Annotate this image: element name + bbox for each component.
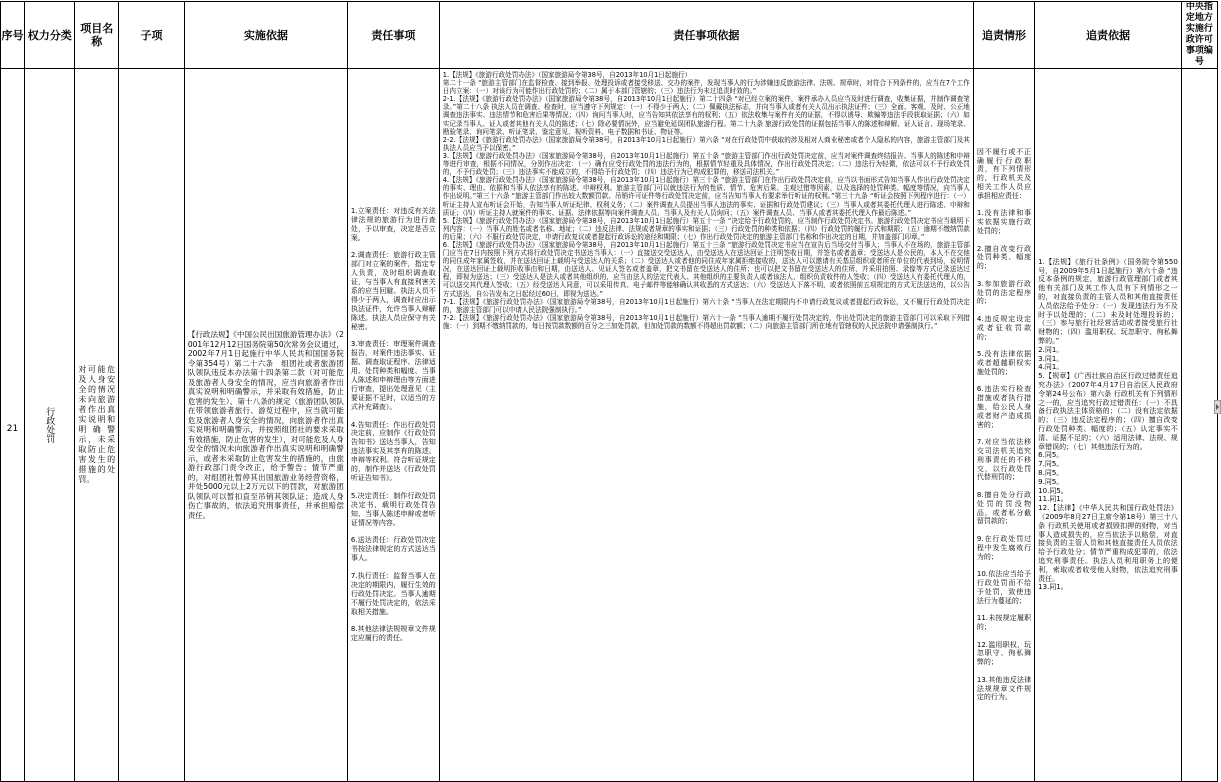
header-code: 中央指定地方实施行政许可事项编号 xyxy=(1181,2,1217,69)
duty-value: 1.立案责任：对违反有关法律法规的旅游行为进行查处，予以审查，决定是否立案。 2.调查责任：旅游行政主管部门对立案的案件，指定专人负责，及时组织调查取证，与当事人有直接利害关系的应当回避。执法人员不得少于两人，调查时应出示执法证件，允许当事人辩解陈述。执法人员应保守有关秘密。 3.审查责任：审理案件调查报告，对案件违法事实、证据、调查取证程序、法律适用、处罚种类和幅度、当事人陈述和申辩理由等方面进行审查，提出处理意见（主要证据不足时，以适当的方式补充调查）。 4.告知责任：作出行政处罚决定前，应制作《行政处罚告知书》送达当事人，告知违法事实及其享有的陈述、申辩等权利。符合听证规定的，制作并送达《行政处罚听证告知书》。 5.决定责任：制作行政处罚决定书，载明行政处罚告知、当事人陈述申辩或者听证情况等内容。 6.送达责任：行政处罚决定书按法律规定的方式送达当事人。 7.执行责任：监督当事人在决定的期限内，履行生效的行政处罚决定。当事人逾期不履行处罚决定的，依法采取相关措施。 8.其他法律法规规章文件规定应履行的责任。 xyxy=(350,206,436,643)
header-seq: 序号 xyxy=(1,2,25,69)
cell-item-name xyxy=(75,69,119,782)
accountability-value: 因不履行或不正确履行行政职责，有下列情形的，行政机关及相关工作人员应承担相应责任： 1.没有法律和事实依据实施行政处罚的； 2.擅自改变行政处罚种类、幅度的； 3.参加旅游行政处罚的法定程序的； 4.违反规定设定或者征收罚款的； 5.没有法律依据或者超越职权实施处罚的； 6.违法实行检查措施或者执行措施，给公民人身或者财产造成损害的； 7.对应当依法移交司法机关追究刑事责任的不移交，以行政处罚代替刑罚的； 8.擅自处分行政处罚的罚没物品，或者私分截留罚款的； 9.在行政处罚过程中发生腐败行为的； 10.依法应当给予行政处罚而不给予处罚，致使违法行为蔓延的； 11.未按规定履职的； 12.滥用职权、玩忽职守、徇私舞弊的； 13.其他违反法律法规规章文件规定的行为。 xyxy=(976,147,1032,702)
basis-value: 【行政法规】《中国公民出国旅游管理办法》（2001年12月12日国务院第50次常务会议通过，2002年7月1日起施行中华人民共和国国务院令第354号）第二十六条 组团社或者旅游团队领队违反本办法第十四条第二款（对可能危及旅游者人身安全的情况，应当向旅游者作出真实说明和明确警示，并采取有效措施，防止危害的发生）、第十八条的规定（旅游团队领队在带领旅游者旅行、游览过程中，应当就可能危及旅游者人身安全的情况，向旅游者作出真实说明和明确警示，并按照组团社的要求采取有效措施，防止危害的发生），对可能危及人身安全的情况未向旅游者作出真实说明和明确警示，或者未采取防止危害发生的措施的，由旅游行政部门责令改正，给予警告；情节严重的，对组团社暂停其出国旅游业务经营资格，并处5000元以上2万元以下的罚款，对旅游团队领队可以暂扣直至吊销其领队证；造成人身伤亡事故的，依法追究刑事责任，并承担赔偿责任。 xyxy=(187,330,344,520)
cell-power-type xyxy=(25,69,75,782)
scroll-handle-icon[interactable] xyxy=(1214,400,1221,414)
sub-item-value xyxy=(119,423,184,427)
cell-accountability xyxy=(973,69,1034,782)
power-list-table xyxy=(0,1,1218,782)
table-row xyxy=(1,69,1218,782)
cell-seq xyxy=(1,69,25,782)
duty-basis-value: 1.【法规】《旅游行政处罚办法》（国家旅游局令第38号，自2013年10月1日起施行） 第二十一条 “旅游主管部门在监督检查、接到举报、处理投诉或者接受移送、交办的案件，发现当事人的行为涉嫌违反旅游法律、法规、规章时，对符合下列条件的，应当在7个工作日内立案：（一）对该行为可能作出行政处罚的；（二）属于本部门管辖的；（三）违法行为未过追责时效的。” 2-1.【法规】《旅游行政处罚办法》（国家旅游局令第38号，自2013年10月1日起施行）第二十四条 “对已经立案的案件，案件承办人员应当及时进行调查，收集证据，并制作调查笔录。”第二十八条 执法人员在调查、检查时，应当遵守下列规定：（一）不得少于两人；（二）佩戴执法标志，并向当事人或者有关人员出示执法证件；（三）全面、客观、及时、公正地调查违法事实、违法情节和危害后果等情况；（四）询问当事人时，应当告知其依法享有的权利；（五）依法收集与案件有关的证据，不得以诱导、欺骗等违法手段获取证据；（六）如实记录当事人、证人或者其他有关人员的陈述；（七）除必要情况外，应当避免延误团队旅游行程。第二十九条 旅游行政处罚的证据包括当事人的陈述和辩解、证人证言、现场笔录、勘验笔录、询问笔录、听证笔录、鉴定意见、视听资料、电子数据和书证、物证等。 2-2.【法规】《旅游行政处罚办法》（国家旅游局令第38号，自2013年10月1日起施行）第六条 “对在行政处罚中获取的涉及相对人商业秘密或者个人隐私的内容，旅游主管部门及其执法人员应当予以保密。” 3.【法规】《旅游行政处罚办法》（国家旅游局令第38号，自2013年10月1日起施行）第五十条 “旅游主管部门作出行政处罚决定前，应当对案件调查终结报告、当事人的陈述和申辩等进行审查，根据不同情况，分别作出决定：（一）确有应受行政处罚的违法行为的，根据情节轻重及具体情况，作出行政处罚决定；（二）违法行为轻微，依法可以不予行政处罚的，不予行政处罚；（三）违法事实不能成立的，不得给予行政处罚；（四）违法行为已构成犯罪的，移送司法机关。” 4.【法规】《旅游行政处罚办法》（国家旅游局令第38号，自2013年10月1日起施行）第三十条 “旅游主管部门在作出行政处罚决定前，应当以书面形式告知当事人作出行政处罚决定的事实、理由、依据和当事人依法享有的陈述、申辩权利。旅游主管部门可以就违法行为的性质、情节、危害后果、主观过错等因素，以及选择的处罚种类、幅度等情况，向当事人作出说明。”第三十六条 “旅游主管部门作出较大数额罚款、吊销许可证件等行政处罚决定前，应当告知当事人有要求举行听证的权利。”第三十九条 “听证会按照下列程序进行：（一）听证主持人宣布听证会开始，告知当事人听证纪律、权利义务；（二）案件调查人员提出当事人违法的事实、证据和行政处罚建议；（三）当事人或者其委托代理人进行陈述、申辩和质证；（四）听证主持人就案件的事实、证据、法律依据等向案件调查人员、当事人及有关人员询问；（五）案件调查人员、当事人或者其委托代理人作最后陈述。” 5.【法规】《旅游行政处罚办法》（国家旅游局令第38号，自2013年10月1日起施行）第五十一条 “决定给予行政处罚的，应当制作行政处罚决定书。旅游行政处罚决定书应当载明下列内容：（一）当事人的姓名或者名称、地址；（二）违反法律、法规或者规章的事实和证据；（三）行政处罚的种类和依据；（四）行政处罚的履行方式和期限；（五）逾期不缴纳罚款的后果；（六）不服行政处罚决定，申请行政复议或者提起行政诉讼的途径和期限；（七）作出行政处罚决定的旅游主管部门名称和作出决定的日期，并加盖部门印章。” 6.【法规】《旅游行政处罚办法》（国家旅游局令第38号，自2013年10月1日起施行）第五十三条 “旅游行政处罚决定书应当在宣告后当场交付当事人；当事人不在场的，旅游主管部门应当在7日内按照下列方式将行政处罚决定书送达当事人：（一）直接送交受送达人，由受送达人在送达回证上注明签收日期，并签名或者盖章；受送达人是公民的，本人不在交他的同住成年家属签收，并在送达回证上载明与受送达人的关系；（二）受送达人或者他的同住成年家属拒绝接收的，送达人可以邀请有关基层组织或者所在单位的代表到场，说明情况，在送达回证上载明拒收事由和日期，由送达人、见证人签名或者盖章，把文书留在受送达人的住所；也可以把文书留在受送达人的住所，并采用拍照、录像等方式记录送达过程，即视为送达；（三）受送达人是法人或者其他组织的，应当由法人的法定代表人、其他组织的主要负责人或者该法人、组织负责收件的人签收；（四）受送达人有委托代理人的，可以送交其代理人签收；（五）经受送达人同意，可以采用传真、电子邮件等能够确认其收悉的方式送达；（六）受送达人下落不明，或者依照前五项规定的方式无法送达的，以公告方式送达，自公告发布之日起经过60日，即视为送达。” 7-1.【法规】《旅游行政处罚办法》（国家旅游局令第38号，自2013年10月1日起施行）第六十条 “当事人在法定期限内不申请行政复议或者提起行政诉讼，又不履行行政处罚决定的，旅游主管部门可以申请人民法院强制执行。” 7-2.【法规】《旅游行政处罚办法》（国家旅游局令第38号，自2013年10月1日起施行）第六十一条 “当事人逾期不履行处罚决定的，作出处罚决定的旅游主管部门可以采取下列措施：（一）到期不缴纳罚款的，每日按罚款数额的百分之三加处罚款，但加处罚款的数额不得超出罚款额；（二）向旅游主管部门所在地有管辖权的人民法院申请强制执行。” xyxy=(442,71,970,330)
header-accountability-basis: 追责依据 xyxy=(1035,2,1182,69)
header-basis: 实施依据 xyxy=(184,2,347,69)
cell-code xyxy=(1181,69,1217,782)
seq-value: 21 xyxy=(6,423,19,434)
item-name-value: 对可能危及人身安全的情况未向旅游者作出真实说明和明确警示，未采取防止危害发生的措施的处罚。 xyxy=(78,365,116,484)
header-accountability: 追责情形 xyxy=(973,2,1034,69)
code-value xyxy=(1182,423,1217,427)
header-duty-basis: 责任事项依据 xyxy=(439,2,973,69)
cell-duty-basis xyxy=(439,69,973,782)
header-power-type: 权力分类 xyxy=(25,2,75,69)
header-sub-item: 子项 xyxy=(119,2,185,69)
power-type-value: 行政处罚 xyxy=(44,407,55,443)
header-duty: 责任事项 xyxy=(347,2,439,69)
accountability-basis-value: 1.【法规】《旅行社条例》（国务院令第550号，自2009年5月1日起施行）第六十条 “违反本条例的规定，旅游行政管理部门或者其他有关部门及其工作人员有下列情形之一的，对直接负责的主管人员和其他直接责任人员依法给予处分：（一）发现违法行为不及时予以处理的；（二）未及时处理投诉的；（三）参与旅行社经营活动或者接受旅行社财物的；（四）滥用职权、玩忽职守、徇私舞弊的。” 2.同1。 3.同1。 4.同1。 5.【规章】《广西壮族自治区行政过错责任追究办法》（2007年4月17日自治区人民政府令第24号公布）第六条 行政机关有下列情形之一的，应当追究行政过错责任：（一）不具备行政执法主体资格的；（二）没有法定依据的；（三）违反法定程序的；（四）擅自改变行政处罚种类、幅度的；（五）认定事实不清、证据不足的；（六）适用法律、法规、规章错误的；（七）其他违法行为的。 6.同5。 7.同5。 8.同5。 9.同5。 10.同5。 11.同1。 12.【法律】《中华人民共和国行政处罚法》（2009年8月27日主席令第18号）第三十八条 行政机关使用或者损毁扣押的财物，对当事人造成损失的，应当依法予以赔偿，对直接负责的主管人员和其他直接责任人员依法给予行政处分；情节严重构成犯罪的，依法追究刑事责任。执法人员利用职务上的便利，索取或者收受他人财物，依法追究刑事责任。 13.同1。 xyxy=(1038,257,1178,592)
cell-duty xyxy=(347,69,439,782)
cell-basis xyxy=(184,69,347,782)
cell-accountability-basis xyxy=(1035,69,1182,782)
header-row xyxy=(1,2,1218,69)
header-item-name: 项目名称 xyxy=(75,2,119,69)
cell-sub-item xyxy=(119,69,185,782)
